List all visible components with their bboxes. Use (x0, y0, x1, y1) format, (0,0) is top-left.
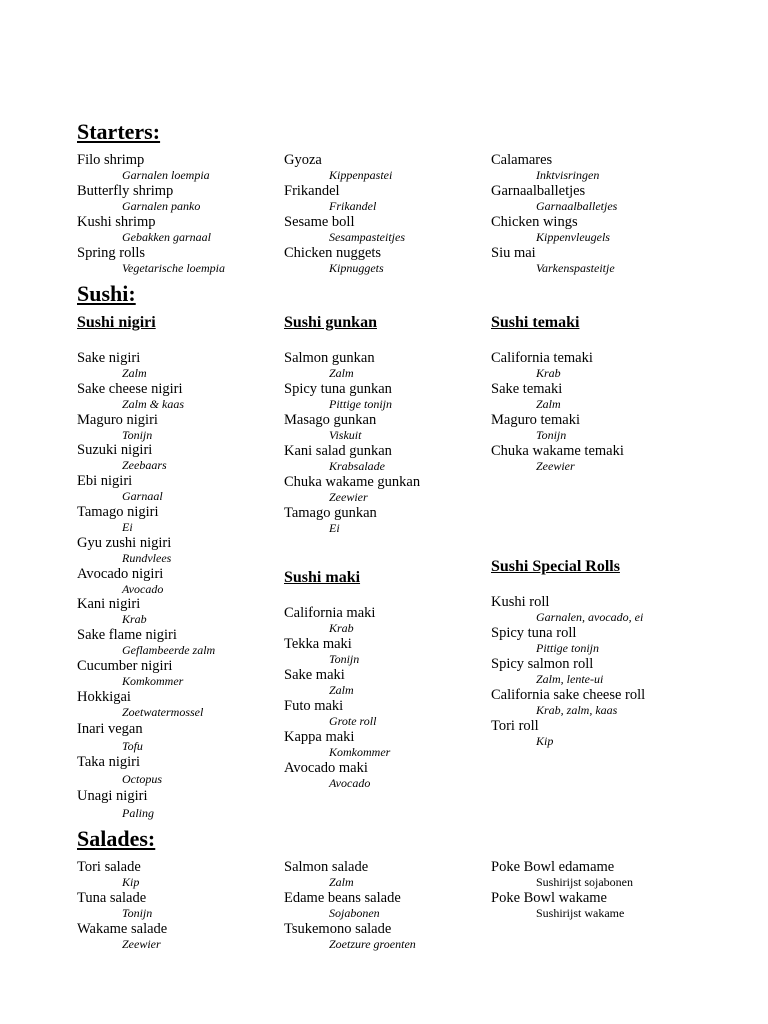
item-name: California sake cheese roll (491, 687, 646, 703)
list-item (77, 890, 277, 921)
item-name: Sake temaki (491, 381, 563, 397)
item-name: Tori roll (491, 718, 539, 734)
list-item (77, 504, 277, 535)
list-item (284, 350, 484, 381)
list-item (491, 443, 691, 474)
list-item (284, 245, 484, 276)
item-translation: Zalm, lente-ui (536, 672, 604, 686)
list-item (77, 412, 277, 443)
item-name: Filo shrimp (77, 152, 145, 168)
item-name: Gyu zushi nigiri (77, 534, 172, 551)
sushi-gunkan-heading: Sushi gunkan (284, 314, 377, 331)
item-translation: Viskuit (329, 428, 362, 442)
item-translation: Zoetzure groenten (329, 937, 416, 951)
list-item (284, 859, 484, 890)
salades-heading: Salades: (77, 826, 156, 851)
list-item (77, 721, 277, 754)
item-translation: Grote roll (329, 714, 377, 728)
list-item (77, 152, 277, 183)
item-translation: Varkenspasteitje (536, 261, 615, 275)
item-name: Maguro nigiri (77, 411, 158, 428)
item-name: Sake nigiri (77, 350, 141, 366)
starters-column-2 (284, 152, 484, 276)
item-translation: Sushirijst sojabonen (536, 875, 634, 889)
list-item (491, 214, 691, 245)
item-translation: Tofu (122, 738, 143, 753)
item-translation: Kippenpastei (329, 168, 393, 182)
list-item (77, 754, 277, 788)
item-translation: Kip (536, 734, 554, 748)
list-item (491, 594, 721, 625)
list-item (491, 859, 721, 890)
sushi-temaki-list (491, 350, 691, 474)
item-translation: Paling (122, 805, 154, 820)
item-name: Avocado nigiri (77, 565, 164, 582)
sushi-maki-list (284, 605, 484, 791)
item-name: Poke Bowl wakame (491, 890, 607, 906)
list-item (284, 505, 484, 536)
list-item (491, 245, 691, 276)
list-item (491, 687, 721, 718)
item-translation: Avocado (122, 581, 164, 596)
item-name: Spring rolls (77, 245, 146, 261)
list-item (77, 921, 277, 952)
item-name: California temaki (491, 350, 593, 366)
list-item (284, 214, 484, 245)
item-name: Chuka wakame temaki (491, 443, 624, 459)
item-name: Kushi roll (491, 594, 550, 610)
item-name: Taka nigiri (77, 753, 141, 770)
list-item (284, 698, 484, 729)
list-item (491, 412, 691, 443)
list-item (284, 443, 484, 474)
item-translation: Vegetarische loempia (122, 261, 225, 275)
item-translation: Tonijn (329, 652, 360, 666)
item-translation: Zalm (329, 875, 354, 889)
list-item (284, 760, 484, 791)
item-translation: Octopus (122, 771, 162, 786)
item-name: California maki (284, 605, 376, 621)
item-translation: Tonijn (536, 428, 567, 442)
list-item (77, 473, 277, 504)
list-item (77, 859, 277, 890)
item-name: Chuka wakame gunkan (284, 474, 421, 490)
item-name: Tamago nigiri (77, 503, 159, 520)
item-translation: Krab (536, 366, 561, 380)
list-item (77, 350, 277, 381)
list-item (284, 474, 484, 505)
item-translation: Zalm & kaas (122, 396, 185, 411)
item-name: Spicy tuna gunkan (284, 381, 392, 397)
item-name: Futo maki (284, 698, 344, 714)
item-translation: Ei (122, 519, 133, 534)
item-name: Butterfly shrimp (77, 183, 174, 199)
item-translation: Zalm (329, 366, 354, 380)
item-name: Salmon salade (284, 859, 369, 875)
list-item (77, 596, 277, 627)
item-name: Tuna salade (77, 890, 147, 906)
item-name: Frikandel (284, 183, 340, 199)
starters-column-3 (491, 152, 691, 276)
list-item (284, 152, 484, 183)
list-item (284, 636, 484, 667)
item-name: Sesame boll (284, 214, 355, 230)
item-name: Ebi nigiri (77, 473, 133, 490)
item-name: Kushi shrimp (77, 214, 156, 230)
sushi-temaki-heading: Sushi temaki (491, 314, 580, 331)
list-item (491, 656, 721, 687)
item-name: Chicken wings (491, 214, 578, 230)
list-item (284, 183, 484, 214)
list-item (77, 566, 277, 597)
item-translation: Kippenvleugels (536, 230, 610, 244)
item-name: Kani salad gunkan (284, 443, 392, 459)
item-translation: Tonijn (122, 906, 153, 920)
item-translation: Garnaal (122, 489, 163, 504)
item-name: Tamago gunkan (284, 505, 377, 521)
item-name: Poke Bowl edamame (491, 859, 615, 875)
sushi-nigiri-heading: Sushi nigiri (77, 314, 156, 331)
item-translation: Tonijn (122, 427, 153, 442)
item-name: Inari vegan (77, 720, 143, 737)
list-item (77, 627, 277, 658)
list-item (284, 605, 484, 636)
sushi-heading: Sushi: (77, 281, 136, 306)
item-name: Sake cheese nigiri (77, 380, 183, 397)
item-translation: Frikandel (329, 199, 377, 213)
item-name: Siu mai (491, 245, 536, 261)
item-translation: Avocado (329, 776, 371, 790)
list-item (77, 183, 277, 214)
item-name: Tekka maki (284, 636, 352, 652)
item-translation: Gebakken garnaal (122, 230, 211, 244)
item-translation: Kipnuggets (329, 261, 384, 275)
list-item (284, 729, 484, 760)
item-translation: Krab (122, 612, 147, 627)
item-name: Avocado maki (284, 760, 368, 776)
item-translation: Zeewier (122, 937, 161, 951)
list-item (491, 350, 691, 381)
item-translation: Zeebaars (122, 458, 167, 473)
item-translation: Kip (122, 875, 140, 889)
list-item (77, 245, 277, 276)
starters-column-1 (77, 152, 277, 276)
item-name: Hokkigai (77, 688, 131, 705)
item-name: Chicken nuggets (284, 245, 382, 261)
list-item (491, 152, 691, 183)
item-translation: Zalm (329, 683, 354, 697)
item-name: Tsukemono salade (284, 921, 392, 937)
item-translation: Zeewier (329, 490, 368, 504)
list-item (284, 412, 484, 443)
item-name: Calamares (491, 152, 553, 168)
item-translation: Ei (329, 521, 340, 535)
item-name: Spicy salmon roll (491, 656, 594, 672)
list-item (77, 658, 277, 689)
item-translation: Garnalen, avocado, ei (536, 610, 644, 624)
list-item (491, 625, 721, 656)
list-item (284, 921, 484, 952)
item-name: Masago gunkan (284, 412, 377, 428)
item-translation: Sesampasteitjes (329, 230, 405, 244)
sushi-special-rolls-list (491, 594, 721, 749)
list-item (77, 381, 277, 412)
item-translation: Sushirijst wakame (536, 906, 625, 920)
item-name: Sake flame nigiri (77, 627, 177, 644)
item-name: Garnaalballetjes (491, 183, 586, 199)
list-item (491, 890, 721, 921)
item-translation: Sojabonen (329, 906, 380, 920)
item-name: Edame beans salade (284, 890, 401, 906)
sushi-gunkan-list (284, 350, 484, 536)
item-name: Salmon gunkan (284, 350, 375, 366)
item-name: Sake maki (284, 667, 345, 683)
item-translation: Komkommer (122, 673, 184, 688)
item-name: Spicy tuna roll (491, 625, 577, 641)
item-translation: Zalm (536, 397, 561, 411)
list-item (77, 442, 277, 473)
item-translation: Zalm (122, 366, 147, 380)
item-translation: Zeewier (536, 459, 575, 473)
list-item (491, 381, 691, 412)
item-name: Kappa maki (284, 729, 355, 745)
salades-column-2 (284, 859, 484, 952)
item-name: Unagi nigiri (77, 787, 148, 804)
item-name: Maguro temaki (491, 412, 580, 428)
item-name: Wakame salade (77, 921, 168, 937)
item-translation: Krabsalade (329, 459, 386, 473)
list-item (77, 689, 277, 721)
starters-heading: Starters: (77, 119, 161, 144)
item-translation: Garnalen panko (122, 199, 201, 213)
salades-column-1 (77, 859, 277, 952)
item-translation: Krab, zalm, kaas (536, 703, 618, 717)
list-item (284, 381, 484, 412)
list-item (77, 788, 277, 819)
salades-column-3 (491, 859, 721, 921)
list-item (491, 183, 691, 214)
item-name: Kani nigiri (77, 596, 141, 613)
item-name: Cucumber nigiri (77, 657, 173, 674)
item-name: Tori salade (77, 859, 141, 875)
item-translation: Pittige tonijn (329, 397, 392, 411)
item-translation: Zoetwatermossel (122, 704, 204, 719)
list-item (491, 718, 721, 749)
item-translation: Krab (329, 621, 354, 635)
sushi-nigiri-list (77, 350, 277, 819)
item-translation: Inktvisringen (536, 168, 600, 182)
item-translation: Garnaalballetjes (536, 199, 618, 213)
list-item (77, 535, 277, 566)
item-name: Gyoza (284, 152, 322, 168)
item-translation: Geflambeerde zalm (122, 643, 216, 658)
sushi-maki-heading: Sushi maki (284, 569, 361, 586)
list-item (77, 214, 277, 245)
item-translation: Komkommer (329, 745, 391, 759)
item-translation: Garnalen loempia (122, 168, 210, 182)
item-translation: Rundvlees (122, 550, 172, 565)
sushi-special-rolls-heading: Sushi Special Rolls (491, 558, 620, 575)
item-name: Suzuki nigiri (77, 442, 153, 459)
list-item (284, 667, 484, 698)
list-item (284, 890, 484, 921)
item-translation: Pittige tonijn (536, 641, 599, 655)
